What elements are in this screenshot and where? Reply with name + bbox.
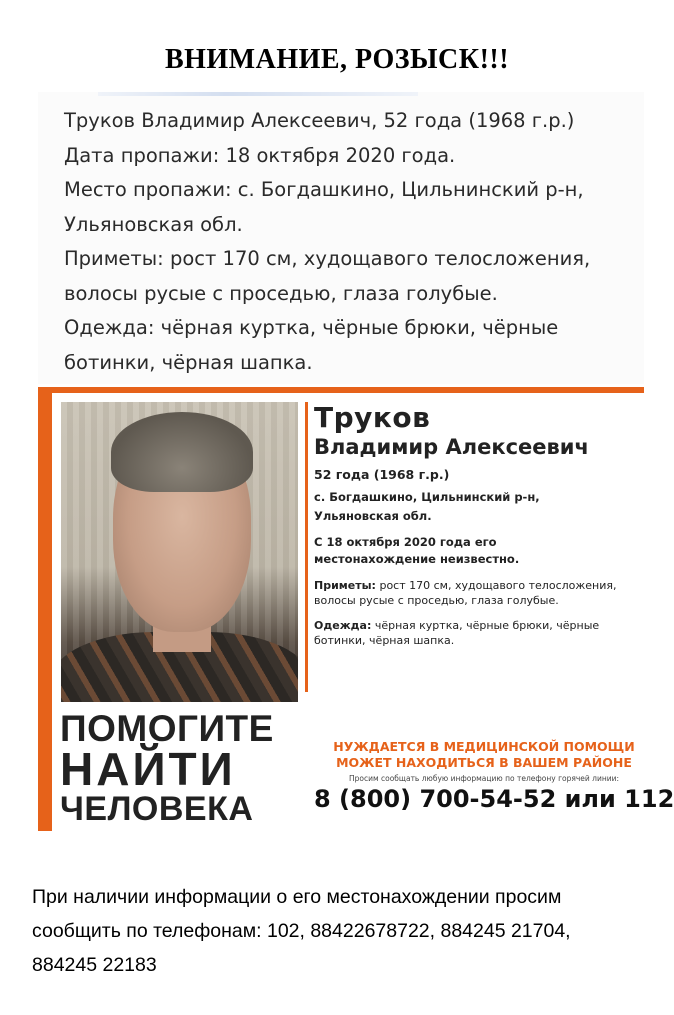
- missing-place: с. Богдашкино, Цильнинский р-н, Ульяновская обл.: [314, 490, 540, 523]
- surname: Труков: [314, 401, 431, 434]
- summary-line: Труков Владимир Алексеевич, 52 года (1968 г.р.): [64, 109, 575, 132]
- summary-line: Ульяновская обл.: [64, 212, 243, 236]
- summary-line: ботинки, чёрная шапка.: [64, 350, 313, 374]
- missing-person-summary: [64, 104, 642, 380]
- info-screenshot: [38, 92, 644, 384]
- cta-line: ПОМОГИТЕ: [60, 708, 274, 749]
- summary-line: Приметы: рост 170 см, худощавого телосложения,: [64, 247, 591, 270]
- page-title: ВНИМАНИЕ, РОЗЫСК!!!: [164, 44, 510, 75]
- summary-line: волосы русые с проседью, глаза голубые.: [64, 281, 498, 305]
- cta-line: ЧЕЛОВЕКА: [60, 790, 254, 828]
- distinguishing-features: Приметы: рост 170 см, худощавого телосложения, волосы русые с проседью, глаза голубые.: [314, 579, 617, 607]
- hotline-note: Просим сообщать любую информацию по телефону горячей линии:: [348, 774, 620, 783]
- missing-since: С 18 октября 2020 года его местонахождение неизвестно.: [314, 535, 520, 566]
- summary-line: Одежда: чёрная куртка, чёрные брюки, чёрные: [64, 316, 559, 339]
- footer-line: сообщить по телефонам: 102, 88422678722, 884245 21704,: [32, 920, 571, 942]
- medical-warning: НУЖДАЕТСЯ В МЕДИЦИНСКОЙ ПОМОЩИ МОЖЕТ НАХОДИТЬСЯ В ВАШЕМ РАЙОНЕ: [333, 739, 635, 770]
- person-details: [314, 403, 644, 648]
- contact-block: [314, 739, 674, 813]
- photo-hair: [111, 412, 253, 492]
- footer-contact-info: [32, 880, 652, 982]
- footer-line: 884245 22183: [32, 954, 157, 976]
- clothing-description: Одежда: чёрная куртка, чёрные брюки, чёрные ботинки, чёрная шапка.: [314, 619, 600, 647]
- summary-line: Место пропажи: с. Богдашкино, Цильнинский р-н,: [64, 178, 584, 201]
- help-find-person-banner: [60, 709, 300, 829]
- age: 52 года (1968 г.р.): [314, 467, 450, 482]
- poster-divider: [305, 402, 308, 692]
- person-photo: [61, 402, 298, 702]
- cta-line: НАЙТИ: [60, 743, 236, 795]
- missing-person-poster: [38, 387, 674, 831]
- full-name: Владимир Алексеевич: [314, 435, 589, 459]
- poster-body: [52, 393, 674, 831]
- cropped-header-strip: [98, 92, 418, 96]
- summary-line: Дата пропажи: 18 октября 2020 года.: [64, 143, 456, 167]
- hotline-phone: 8 (800) 700-54-52 или 112: [314, 785, 674, 813]
- footer-line: При наличии информации о его местонахождении просим: [32, 886, 562, 908]
